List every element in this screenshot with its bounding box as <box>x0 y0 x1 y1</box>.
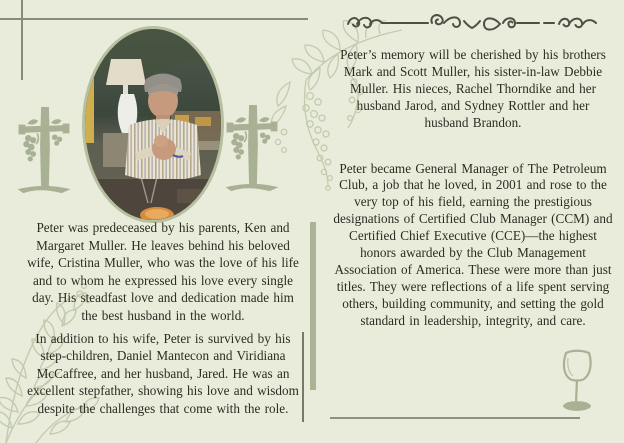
right-paragraph-2: Peter became General Manager of The Petroleum Club, a job that he loved, in 2001 and rose to the very top of his field, earning the prestigious designations of Certified Club Manager (CCM) and Certified Chief Executive (CCE)—the highest honors awarded by the Club Management Association of America. These were more than just titles. They were reflections of a life spent serving others, building community, and setting the gold standard in leadership, integrity, and care. <box>333 160 613 328</box>
cross-with-grapes-icon <box>14 104 74 202</box>
oval-portrait-photo <box>82 26 224 223</box>
center-accent-bar <box>310 222 316 390</box>
top-left-vertical-rule <box>21 0 23 80</box>
left-text-block <box>22 219 304 418</box>
bottom-right-rule <box>330 417 580 419</box>
left-paragraph-1: Peter was predeceased by his parents, Ken and Margaret Muller. He leaves behind his beloved wife, Cristina Muller, who was the love of his life and to whom he expressed his love every single day. His steadfast love and dedication made him the best husband in the world. <box>27 220 299 323</box>
left-paragraph-2: In addition to his wife, Peter is survived by his step-children, Daniel Mantecon and Viridiana McCaffree, and her husband, Jared. He was an excellent stepfather, showing his love and wisdom despite the challenges that come with the role. <box>27 330 299 416</box>
wine-glass-icon <box>556 349 598 417</box>
cross-with-grapes-icon <box>222 102 282 200</box>
right-text-block <box>333 47 613 330</box>
right-paragraph-1: Peter’s memory will be cherished by his brothers Mark and Scott Muller, his sister-in-law Debbie Muller. His nieces, Rachel Thorndike and her husband Jarod, and Sydney Rottler and her husband Brandon. <box>340 47 606 130</box>
scroll-flourish-divider <box>345 13 600 33</box>
